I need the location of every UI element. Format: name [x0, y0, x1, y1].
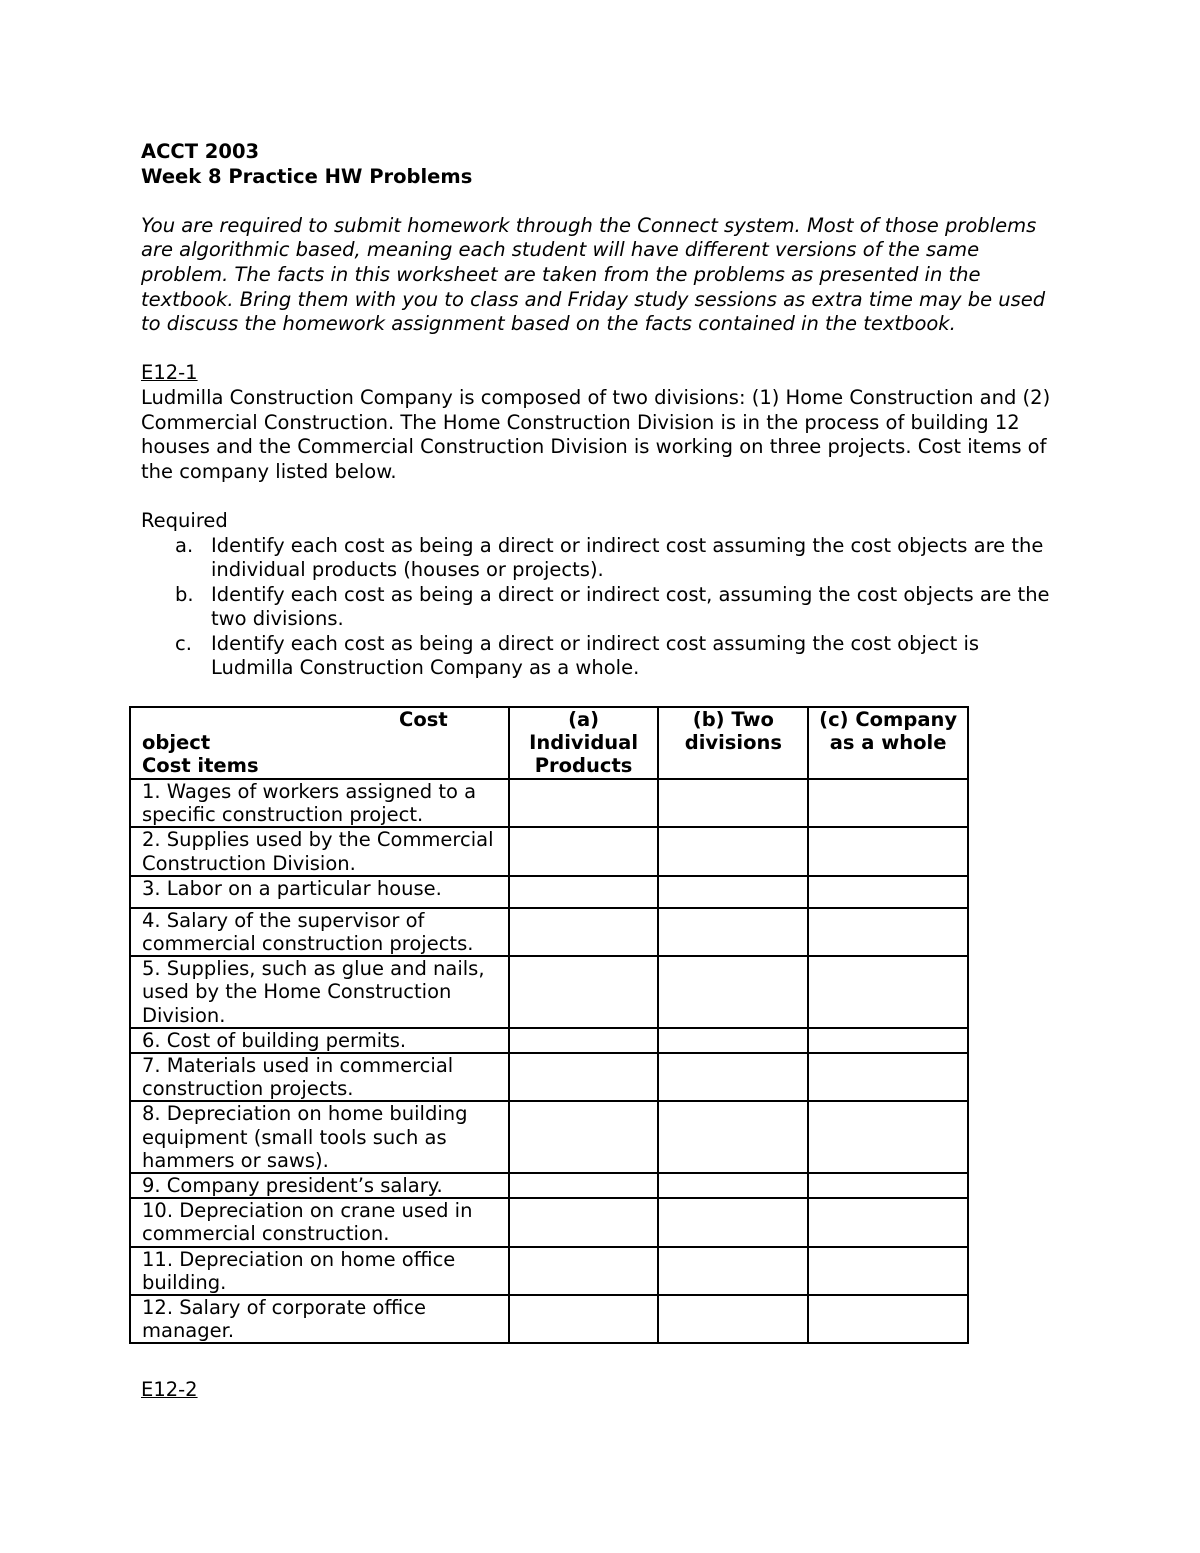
document-page	[141, 140, 1061, 681]
answer-cell-company-whole[interactable]	[808, 779, 968, 827]
required-label: Required	[141, 508, 228, 532]
answer-cell-company-whole[interactable]	[808, 1173, 968, 1198]
header-two-divisions: (b) Two divisions	[658, 707, 808, 779]
requirement-item	[141, 583, 1061, 632]
table-row	[130, 1173, 968, 1198]
cost-item-cell: 6. Cost of building permits.	[130, 1028, 509, 1053]
answer-cell-individual-products[interactable]	[509, 956, 659, 1028]
document-title: Week 8 Practice HW Problems	[141, 164, 473, 188]
answer-cell-two-divisions[interactable]	[658, 1173, 808, 1198]
answer-cell-company-whole[interactable]	[808, 1028, 968, 1053]
answer-cell-individual-products[interactable]	[509, 1198, 659, 1246]
answer-cell-company-whole[interactable]	[808, 1198, 968, 1246]
answer-cell-two-divisions[interactable]	[658, 1198, 808, 1246]
cost-item-cell: 9. Company president’s salary.	[130, 1173, 509, 1198]
requirement-text: Identify each cost as being a direct or indirect cost assuming the cost object is Ludmilla Construction Company as a whole.	[211, 631, 980, 680]
answer-cell-individual-products[interactable]	[509, 1101, 659, 1173]
answer-cell-company-whole[interactable]	[808, 956, 968, 1028]
cost-item-cell: 11. Depreciation on home office building.	[130, 1247, 509, 1295]
answer-cell-company-whole[interactable]	[808, 1101, 968, 1173]
cost-item-cell: 1. Wages of workers assigned to a specific construction project.	[130, 779, 509, 827]
answer-cell-company-whole[interactable]	[808, 876, 968, 908]
cost-item-cell: 10. Depreciation on crane used in commercial construction.	[130, 1198, 509, 1246]
answer-cell-two-divisions[interactable]	[658, 1053, 808, 1101]
table-row	[130, 908, 968, 956]
cost-classification-table	[129, 706, 969, 1344]
answer-cell-two-divisions[interactable]	[658, 1101, 808, 1173]
cost-item-cell: 2. Supplies used by the Commercial Construction Division.	[130, 827, 509, 875]
cost-item-cell: 7. Materials used in commercial construction projects.	[130, 1053, 509, 1101]
answer-cell-two-divisions[interactable]	[658, 779, 808, 827]
table-row	[130, 827, 968, 875]
answer-cell-individual-products[interactable]	[509, 1028, 659, 1053]
header-individual-products: (a) Individual Products	[509, 707, 659, 779]
answer-cell-two-divisions[interactable]	[658, 956, 808, 1028]
answer-cell-individual-products[interactable]	[509, 1053, 659, 1101]
requirement-item	[141, 534, 1061, 583]
exercise-label-e12-2: E12-2	[141, 1378, 198, 1401]
table-row	[130, 1247, 968, 1295]
header-object-label: object	[142, 731, 211, 755]
answer-cell-company-whole[interactable]	[808, 1053, 968, 1101]
answer-cell-individual-products[interactable]	[509, 908, 659, 956]
table-row	[130, 956, 968, 1028]
header-company-whole: (c) Company as a whole	[808, 707, 968, 779]
answer-cell-two-divisions[interactable]	[658, 1295, 808, 1343]
answer-cell-individual-products[interactable]	[509, 1295, 659, 1343]
course-code: ACCT 2003	[141, 140, 260, 163]
cost-item-cell: 12. Salary of corporate office manager.	[130, 1295, 509, 1343]
table-row	[130, 1053, 968, 1101]
table-row	[130, 1028, 968, 1053]
header-cost-items	[130, 707, 509, 779]
answer-cell-individual-products[interactable]	[509, 1247, 659, 1295]
table-row	[130, 1295, 968, 1343]
requirement-text: Identify each cost as being a direct or indirect cost, assuming the cost objects are the two divisions.	[211, 582, 1050, 631]
exercise-description: Ludmilla Construction Company is composed of two divisions: (1) Home Construction and (2) Commercial Construction. The Home Construction Division is in the process of building 12 houses and the Commercial Construction Division is working on three projects. Cost items of the company listed below.	[141, 385, 1051, 483]
cost-item-cell: 3. Labor on a particular house.	[130, 876, 509, 908]
requirement-marker: b.	[175, 582, 194, 606]
table-row	[130, 1198, 968, 1246]
exercise-label-e12-1: E12-1	[141, 361, 198, 385]
answer-cell-individual-products[interactable]	[509, 1173, 659, 1198]
cost-item-cell: 8. Depreciation on home building equipment (small tools such as hammers or saws).	[130, 1101, 509, 1173]
requirements-list	[141, 534, 1061, 682]
header-items-label: Cost items	[142, 754, 259, 778]
requirement-marker: a.	[175, 533, 194, 557]
header-cost-label: Cost	[399, 708, 448, 731]
answer-cell-individual-products[interactable]	[509, 779, 659, 827]
answer-cell-two-divisions[interactable]	[658, 827, 808, 875]
answer-cell-individual-products[interactable]	[509, 876, 659, 908]
cost-item-cell: 4. Salary of the supervisor of commercial construction projects.	[130, 908, 509, 956]
answer-cell-company-whole[interactable]	[808, 1247, 968, 1295]
answer-cell-company-whole[interactable]	[808, 908, 968, 956]
table-row	[130, 779, 968, 827]
answer-cell-company-whole[interactable]	[808, 1295, 968, 1343]
answer-cell-two-divisions[interactable]	[658, 908, 808, 956]
table-row	[130, 1101, 968, 1173]
cost-item-cell: 5. Supplies, such as glue and nails, used by the Home Construction Division.	[130, 956, 509, 1028]
requirement-marker: c.	[175, 631, 192, 655]
table-row	[130, 876, 968, 908]
intro-paragraph: You are required to submit homework through the Connect system. Most of those problems are algorithmic based, meaning each student will have different versions of the same problem. The facts in this worksheet are taken from the problems as presented in the textbook. Bring them with you to class and Friday study sessions as extra time may be used to discuss the homework assignment based on the facts contained in the textbook.	[141, 213, 1046, 336]
answer-cell-two-divisions[interactable]	[658, 1247, 808, 1295]
answer-cell-two-divisions[interactable]	[658, 1028, 808, 1053]
answer-cell-two-divisions[interactable]	[658, 876, 808, 908]
requirement-text: Identify each cost as being a direct or indirect cost assuming the cost objects are the individual products (houses or projects).	[211, 533, 1044, 582]
answer-cell-individual-products[interactable]	[509, 827, 659, 875]
answer-cell-company-whole[interactable]	[808, 827, 968, 875]
requirement-item	[141, 632, 1061, 681]
